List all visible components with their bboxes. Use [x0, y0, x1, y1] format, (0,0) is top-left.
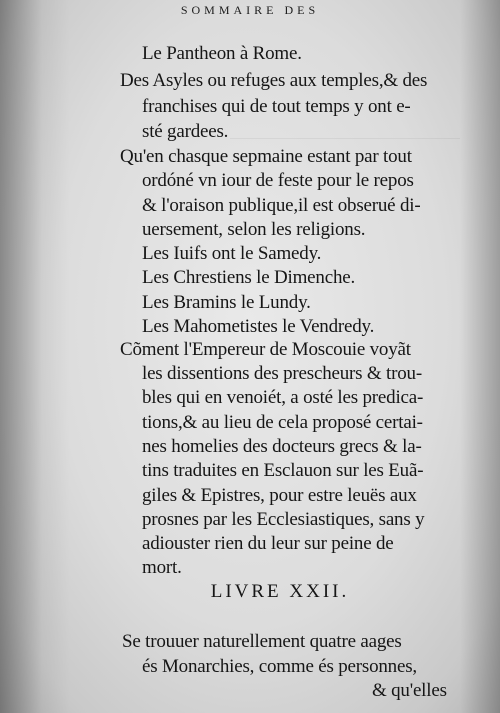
text-line: Les Chrestiens le Dimenche.: [142, 267, 356, 288]
text-line: uersement, selon les religions.: [142, 219, 366, 240]
text-line: giles & Epistres, pour estre leuës aux: [142, 485, 417, 506]
text-line: Cõment l'Empereur de Moscouie voyãt: [120, 339, 411, 360]
text-line: tions,& au lieu de cela proposé certai-: [142, 412, 423, 433]
text-line: Des Asyles ou refuges aux temples,& des: [120, 70, 428, 91]
text-line: nes homelies des docteurs grecs & la-: [142, 436, 422, 457]
text-line: Se trouuer naturellement quatre aages: [122, 631, 402, 652]
text-line: bles qui en venoiét, a osté les predica-: [142, 387, 424, 408]
text-line: ordóné vn iour de feste pour le repos: [142, 170, 414, 191]
text-line: tins traduites en Esclauon sur les Euã-: [142, 460, 424, 481]
text-line: Qu'en chasque sepmaine estant par tout: [120, 146, 412, 167]
text-line: adiouster rien du leur sur peine de: [142, 533, 394, 554]
text-line: mort.: [142, 557, 182, 578]
text-line: franchises qui de tout temps y ont e-: [142, 96, 411, 117]
book-heading: LIVRE XXII.: [210, 581, 350, 602]
text-line: Les Mahometistes le Vendredy.: [142, 316, 375, 337]
text-line: Les Bramins le Lundy.: [142, 292, 311, 313]
text-line: Les Iuifs ont le Samedy.: [142, 243, 322, 264]
text-line: prosnes par les Ecclesiastiques, sans y: [142, 509, 425, 530]
text-line: & l'oraison publique,il est obserué di-: [142, 195, 421, 216]
text-line: sté gardees.: [142, 121, 229, 142]
running-head: SOMMAIRE DES: [180, 3, 320, 17]
text-line: Le Pantheon à Rome.: [142, 43, 302, 64]
text-line: les dissentions des prescheurs & trou-: [142, 363, 422, 384]
text-line: és Monarchies, comme és personnes,: [142, 656, 417, 677]
text-line: & qu'elles: [372, 680, 447, 701]
